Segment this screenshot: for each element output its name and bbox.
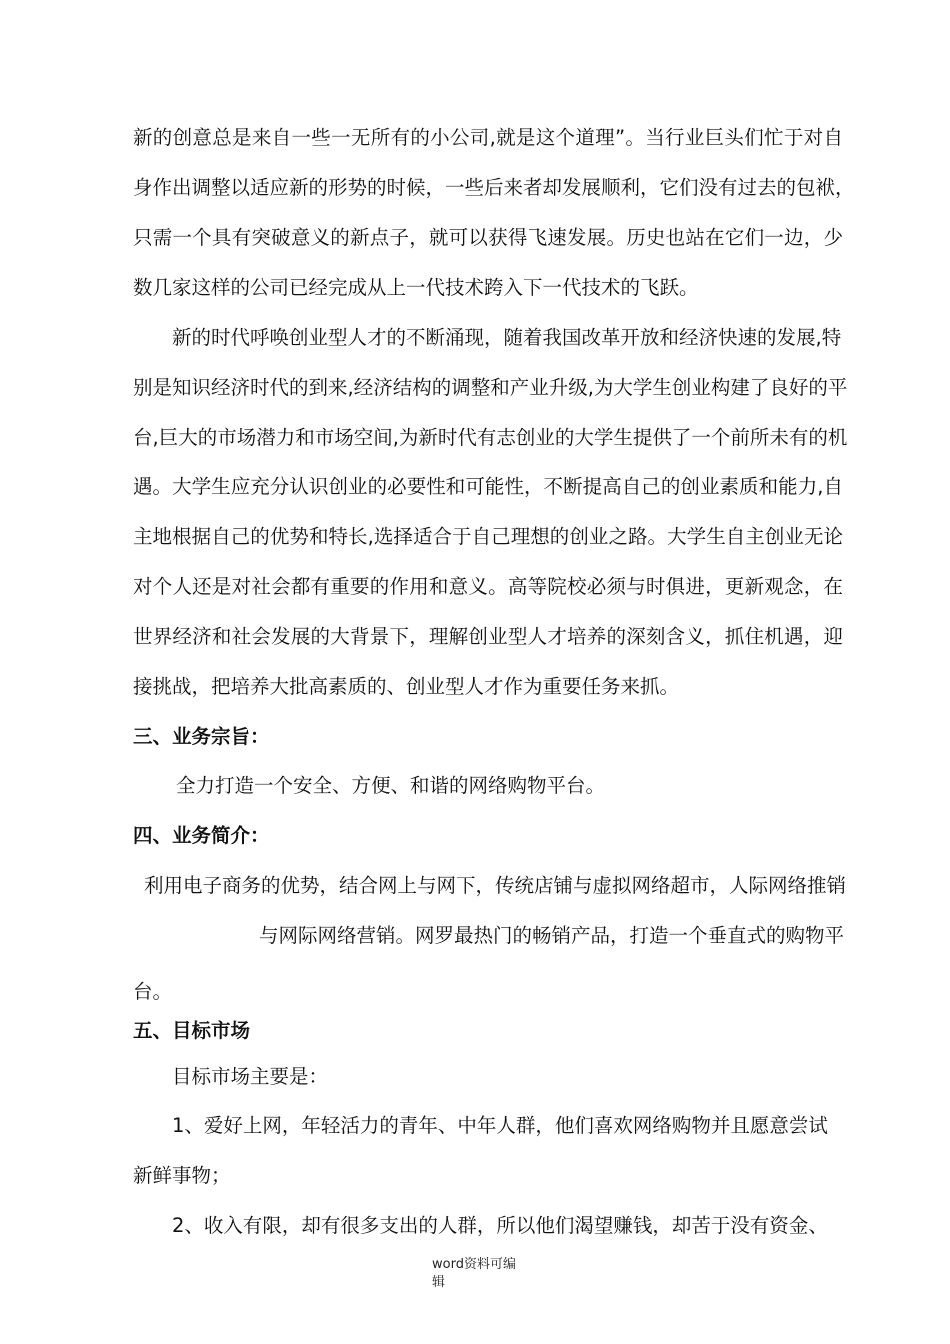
paragraph-line: 与网际网络营销。网罗最热门的畅销产品，打造一个垂直式的购物平 — [259, 924, 845, 947]
paragraph-line: 别是知识经济时代的到来,经济结构的调整和产业升级,为大学生创业构建了良好的平 — [133, 376, 848, 399]
list-item-continuation: 新鲜事物； — [133, 1164, 231, 1187]
section-intro: 目标市场主要是： — [172, 1065, 329, 1088]
section-text: 全力打造一个安全、方便、和谐的网络购物平台。 — [176, 774, 606, 797]
section-heading: 三、业务宗旨： — [133, 725, 270, 748]
paragraph-line: 只需一个具有突破意义的新点子，就可以获得飞速发展。历史也站在它们一边，少 — [133, 226, 843, 249]
section-heading: 五、目标市场 — [133, 1019, 251, 1042]
paragraph-line: 身作出调整以适应新的形势的时候，一些后来者却发展顺利，它们没有过去的包袱， — [133, 176, 855, 199]
section-heading: 四、业务简介： — [133, 824, 270, 847]
list-item: 1、爱好上网，年轻活力的青年、中年人群，他们喜欢网络购物并且愿意尝试 — [172, 1114, 828, 1137]
paragraph-line: 台。 — [133, 980, 173, 1003]
paragraph-line: 数几家这样的公司已经完成从上一代技术跨入下一代技术的飞跃。 — [133, 276, 699, 299]
paragraph-line: 新的时代呼唤创业型人才的不断涌现，随着我国改革开放和经济快速的发展,特 — [172, 326, 842, 349]
paragraph-line: 台,巨大的市场潜力和市场空间,为新时代有志创业的大学生提供了一个前所未有的机 — [133, 426, 848, 449]
footer-text: 辑 — [432, 1275, 446, 1290]
paragraph-line: 主地根据自己的优势和特长,选择适合于自己理想的创业之路。大学生自主创业无论 — [133, 525, 843, 548]
paragraph-line: 世界经济和社会发展的大背景下，理解创业型人才培养的深刻含义，抓住机遇，迎 — [133, 625, 843, 648]
list-item: 2、收入有限，却有很多支出的人群，所以他们渴望赚钱，却苦于没有资金、 — [172, 1214, 828, 1237]
paragraph-line: 接挑战，把培养大批高素质的、创业型人才作为重要任务来抓。 — [133, 675, 680, 698]
paragraph-line: 对个人还是对社会都有重要的作用和意义。高等院校必须与时俱进，更新观念，在 — [133, 575, 843, 598]
footer-text: word资料可编 — [432, 1257, 516, 1272]
paragraph-line: 新的创意总是来自一些一无所有的小公司,就是这个道理”。当行业巨头们忙于对自 — [133, 126, 843, 149]
paragraph-line: 遇。大学生应充分认识创业的必要性和可能性，不断提高自己的创业素质和能力,自 — [133, 475, 843, 498]
paragraph-line: 利用电子商务的优势，结合网上与网下，传统店铺与虚拟网络超市，人际网络推销 — [144, 874, 847, 897]
